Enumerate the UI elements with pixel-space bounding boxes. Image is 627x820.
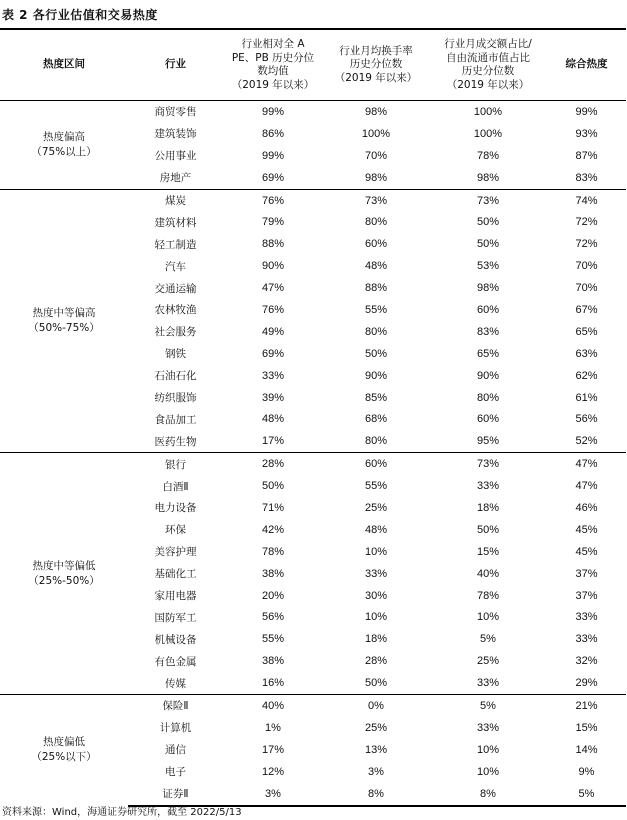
valuation-percentile-cell: 40% xyxy=(223,695,323,717)
composite-heat-cell: 74% xyxy=(547,189,626,211)
turnover-percentile-cell: 10% xyxy=(364,545,388,558)
turnover-percentile-cell: 60% xyxy=(323,453,429,475)
valuation-percentile-cell: 56% xyxy=(261,611,285,624)
turnover-percentile-cell: 30% xyxy=(364,589,388,602)
header-valuation-line: （2019 年以来） xyxy=(231,78,315,91)
table-body xyxy=(0,101,626,806)
composite-heat-cell: 45% xyxy=(575,545,598,558)
turnover-percentile-cell: 80% xyxy=(364,216,388,229)
composite-heat-cell: 33% xyxy=(575,633,598,646)
composite-heat-cell: 70% xyxy=(575,260,598,273)
industry-cell: 证券Ⅱ xyxy=(128,783,223,806)
turnover-share-percentile-cell: 10% xyxy=(476,611,500,624)
heat-zone-cell xyxy=(0,453,128,695)
turnover-share-percentile-cell: 10% xyxy=(476,765,500,778)
valuation-percentile-cell: 42% xyxy=(261,523,285,536)
turnover-share-percentile-cell: 33% xyxy=(476,677,500,690)
valuation-percentile-cell: 3% xyxy=(223,783,323,806)
industry-cell: 白酒Ⅱ xyxy=(162,480,189,493)
valuation-percentile-cell: 99% xyxy=(261,105,285,118)
industry-cell: 汽车 xyxy=(165,260,186,273)
turnover-share-percentile-cell: 33% xyxy=(476,721,500,734)
turnover-percentile-cell: 33% xyxy=(364,567,388,580)
header-share xyxy=(429,29,547,101)
turnover-share-percentile-cell: 95% xyxy=(476,435,500,448)
turnover-percentile-cell: 18% xyxy=(364,633,388,646)
industry-cell: 通信 xyxy=(165,744,186,757)
turnover-percentile-cell: 48% xyxy=(364,523,388,536)
industry-cell: 基础化工 xyxy=(154,568,197,581)
industry-cell: 农林牧渔 xyxy=(154,304,197,317)
industry-cell: 传媒 xyxy=(165,677,186,690)
turnover-share-percentile-cell: 80% xyxy=(476,391,500,404)
turnover-share-percentile-cell: 90% xyxy=(476,369,500,382)
industry-cell: 美容护理 xyxy=(154,546,197,559)
turnover-share-percentile-cell: 5% xyxy=(480,633,496,646)
industry-cell: 保险Ⅱ xyxy=(128,695,223,717)
industry-cell: 有色金属 xyxy=(154,655,197,668)
turnover-share-percentile-cell: 83% xyxy=(476,325,500,338)
turnover-share-percentile-cell: 78% xyxy=(476,149,500,162)
turnover-share-percentile-cell: 98% xyxy=(476,171,500,184)
turnover-share-percentile-cell: 73% xyxy=(429,189,547,211)
table-row xyxy=(0,189,626,211)
turnover-percentile-cell: 48% xyxy=(364,260,388,273)
heat-zone-label: 热度偏低 xyxy=(43,736,85,749)
valuation-percentile-cell: 20% xyxy=(261,589,285,602)
composite-heat-cell: 15% xyxy=(575,721,598,734)
header-valuation-line: PE、PB 历史分位 xyxy=(231,51,315,64)
industry-cell: 环保 xyxy=(165,524,186,537)
turnover-share-percentile-cell: 50% xyxy=(476,523,500,536)
turnover-percentile-cell: 100% xyxy=(361,127,391,140)
composite-heat-cell: 67% xyxy=(575,303,598,316)
composite-heat-cell: 93% xyxy=(575,127,598,140)
header-valuation-line: 数均值 xyxy=(257,65,289,77)
turnover-percentile-cell: 25% xyxy=(364,501,388,514)
composite-heat-cell: 70% xyxy=(575,282,598,295)
turnover-percentile-cell: 88% xyxy=(364,282,388,295)
table-header-row xyxy=(0,29,626,101)
turnover-share-percentile-cell: 53% xyxy=(476,260,500,273)
turnover-percentile-cell: 13% xyxy=(364,743,388,756)
turnover-share-percentile-cell: 73% xyxy=(429,453,547,475)
turnover-percentile-cell: 73% xyxy=(323,189,429,211)
table-row xyxy=(0,453,626,475)
industry-cell: 银行 xyxy=(128,453,223,475)
industry-cell: 家用电器 xyxy=(154,590,197,603)
valuation-percentile-cell: 69% xyxy=(261,171,285,184)
header-share-line: 自由流通市值占比 xyxy=(446,51,530,64)
valuation-percentile-cell: 78% xyxy=(261,545,285,558)
composite-heat-cell: 32% xyxy=(575,655,598,668)
turnover-percentile-cell: 10% xyxy=(364,611,388,624)
industry-cell: 轻工制造 xyxy=(154,238,197,251)
industry-cell: 纺织服饰 xyxy=(154,392,197,405)
heat-zone-label: （25%以下） xyxy=(31,751,97,764)
turnover-share-percentile-cell: 65% xyxy=(476,347,500,360)
turnover-percentile-cell: 50% xyxy=(364,677,388,690)
turnover-share-percentile-cell: 100% xyxy=(473,127,503,140)
composite-heat-cell: 5% xyxy=(547,783,626,806)
composite-heat-cell: 52% xyxy=(575,435,598,448)
composite-heat-cell: 21% xyxy=(547,695,626,717)
industry-cell: 电子 xyxy=(165,766,186,779)
heat-zone-label: （75%以上） xyxy=(31,145,97,158)
composite-heat-cell: 63% xyxy=(575,347,598,360)
table-row xyxy=(0,101,626,123)
industry-cell: 国防军工 xyxy=(154,611,197,624)
valuation-percentile-cell: 33% xyxy=(261,369,285,382)
heat-table-container xyxy=(0,28,626,807)
composite-heat-cell: 9% xyxy=(578,765,595,778)
composite-heat-cell: 83% xyxy=(575,171,598,184)
heat-zone-label: 热度中等偏低 xyxy=(32,559,96,572)
turnover-share-percentile-cell: 18% xyxy=(476,501,500,514)
industry-cell: 建筑材料 xyxy=(154,216,197,229)
valuation-percentile-cell: 76% xyxy=(223,189,323,211)
composite-heat-cell: 33% xyxy=(575,611,598,624)
valuation-percentile-cell: 88% xyxy=(261,238,285,251)
turnover-share-percentile-cell: 15% xyxy=(476,545,500,558)
industry-cell: 食品加工 xyxy=(154,413,197,426)
turnover-percentile-cell: 80% xyxy=(364,325,388,338)
composite-heat-cell: 56% xyxy=(575,413,598,426)
composite-heat-cell: 14% xyxy=(575,743,598,756)
industry-cell: 建筑装饰 xyxy=(154,128,197,141)
valuation-percentile-cell: 86% xyxy=(261,127,285,140)
turnover-share-percentile-cell: 50% xyxy=(476,238,500,251)
table-row xyxy=(0,695,626,717)
industry-cell: 商贸零售 xyxy=(154,106,197,119)
header-turnover xyxy=(323,29,429,101)
valuation-percentile-cell: 76% xyxy=(261,303,285,316)
composite-heat-cell: 72% xyxy=(575,238,598,251)
valuation-percentile-cell: 55% xyxy=(261,633,285,646)
turnover-percentile-cell: 98% xyxy=(364,105,388,118)
valuation-percentile-cell: 99% xyxy=(261,149,285,162)
industry-cell: 石油石化 xyxy=(154,370,197,383)
valuation-percentile-cell: 49% xyxy=(261,325,285,338)
turnover-percentile-cell: 68% xyxy=(364,413,388,426)
turnover-share-percentile-cell: 60% xyxy=(476,413,500,426)
industry-cell: 钢铁 xyxy=(165,348,186,361)
industry-cell: 机械设备 xyxy=(154,633,197,646)
turnover-percentile-cell: 90% xyxy=(364,369,388,382)
industry-cell: 交通运输 xyxy=(154,282,197,295)
valuation-percentile-cell: 28% xyxy=(223,453,323,475)
turnover-percentile-cell: 0% xyxy=(323,695,429,717)
industry-cell: 社会服务 xyxy=(154,326,197,339)
turnover-share-percentile-cell: 78% xyxy=(476,589,500,602)
composite-heat-cell: 87% xyxy=(575,149,598,162)
composite-heat-cell: 62% xyxy=(575,369,598,382)
heat-table xyxy=(0,28,626,807)
composite-heat-cell: 46% xyxy=(575,501,598,514)
industry-cell: 计算机 xyxy=(159,722,192,735)
composite-heat-cell: 37% xyxy=(575,589,598,602)
valuation-percentile-cell: 50% xyxy=(261,480,285,493)
header-valuation xyxy=(223,29,323,101)
valuation-percentile-cell: 90% xyxy=(261,260,285,273)
header-turnover-line: （2019 年以来） xyxy=(334,71,418,84)
composite-heat-cell: 45% xyxy=(575,523,598,536)
composite-heat-cell: 47% xyxy=(575,480,598,493)
table-title: 表 2 各行业估值和交易热度 xyxy=(2,8,158,22)
composite-heat-cell: 37% xyxy=(575,567,598,580)
turnover-percentile-cell: 25% xyxy=(364,721,388,734)
source-note: 资料来源：Wind，海通证券研究所，截至 2022/5/13 xyxy=(2,807,242,818)
valuation-percentile-cell: 69% xyxy=(261,347,285,360)
composite-heat-cell: 65% xyxy=(575,325,598,338)
turnover-share-percentile-cell: 40% xyxy=(476,567,500,580)
turnover-percentile-cell: 3% xyxy=(368,765,384,778)
header-turnover-line: 历史分位数 xyxy=(349,58,403,71)
header-share-line: 历史分位数 xyxy=(461,65,515,77)
valuation-percentile-cell: 47% xyxy=(261,282,285,295)
turnover-share-percentile-cell: 100% xyxy=(473,105,503,118)
composite-heat-cell: 99% xyxy=(575,105,598,118)
valuation-percentile-cell: 17% xyxy=(261,743,285,756)
turnover-percentile-cell: 60% xyxy=(364,238,388,251)
turnover-percentile-cell: 98% xyxy=(364,171,388,184)
valuation-percentile-cell: 39% xyxy=(261,391,285,404)
turnover-share-percentile-cell: 8% xyxy=(429,783,547,806)
header-zone: 热度区间 xyxy=(0,29,128,101)
turnover-share-percentile-cell: 5% xyxy=(429,695,547,717)
valuation-percentile-cell: 16% xyxy=(261,677,285,690)
turnover-percentile-cell: 8% xyxy=(323,783,429,806)
valuation-percentile-cell: 38% xyxy=(261,567,285,580)
valuation-percentile-cell: 79% xyxy=(261,216,285,229)
header-heat: 综合热度 xyxy=(547,29,626,101)
industry-cell: 房地产 xyxy=(159,172,192,185)
turnover-percentile-cell: 55% xyxy=(364,480,388,493)
turnover-percentile-cell: 85% xyxy=(364,391,388,404)
turnover-percentile-cell: 28% xyxy=(364,655,388,668)
heat-zone-label: 热度偏高 xyxy=(43,130,85,143)
turnover-share-percentile-cell: 50% xyxy=(476,216,500,229)
industry-cell: 煤炭 xyxy=(128,189,223,211)
header-industry: 行业 xyxy=(128,29,223,101)
heat-zone-label: 热度中等偏高 xyxy=(32,306,96,319)
turnover-share-percentile-cell: 10% xyxy=(476,743,500,756)
header-share-line: （2019 年以来） xyxy=(446,78,530,91)
valuation-percentile-cell: 48% xyxy=(261,413,285,426)
turnover-share-percentile-cell: 33% xyxy=(476,480,500,493)
turnover-percentile-cell: 50% xyxy=(364,347,388,360)
composite-heat-cell: 29% xyxy=(575,677,598,690)
turnover-percentile-cell: 55% xyxy=(364,303,388,316)
valuation-percentile-cell: 17% xyxy=(261,435,285,448)
turnover-percentile-cell: 70% xyxy=(364,149,388,162)
header-turnover-line: 行业月均换手率 xyxy=(339,44,413,57)
turnover-percentile-cell: 80% xyxy=(364,435,388,448)
industry-cell: 医药生物 xyxy=(154,435,197,448)
industry-cell: 电力设备 xyxy=(154,502,197,515)
composite-heat-cell: 61% xyxy=(575,391,598,404)
heat-zone-cell xyxy=(0,695,128,806)
heat-zone-cell xyxy=(0,101,128,190)
valuation-percentile-cell: 1% xyxy=(265,721,281,734)
composite-heat-cell: 72% xyxy=(575,216,598,229)
heat-zone-label: （25%-50%） xyxy=(28,574,100,587)
turnover-share-percentile-cell: 25% xyxy=(476,655,500,668)
composite-heat-cell: 47% xyxy=(547,453,626,475)
valuation-percentile-cell: 71% xyxy=(261,501,285,514)
header-valuation-line: 行业相对全 A xyxy=(241,38,305,50)
turnover-share-percentile-cell: 60% xyxy=(476,303,500,316)
valuation-percentile-cell: 38% xyxy=(261,655,285,668)
header-share-line: 行业月成交额占比/ xyxy=(444,38,532,50)
heat-zone-label: （50%-75%） xyxy=(28,321,100,334)
valuation-percentile-cell: 12% xyxy=(261,765,285,778)
turnover-share-percentile-cell: 98% xyxy=(476,282,500,295)
heat-zone-cell xyxy=(0,189,128,453)
industry-cell: 公用事业 xyxy=(154,150,197,163)
